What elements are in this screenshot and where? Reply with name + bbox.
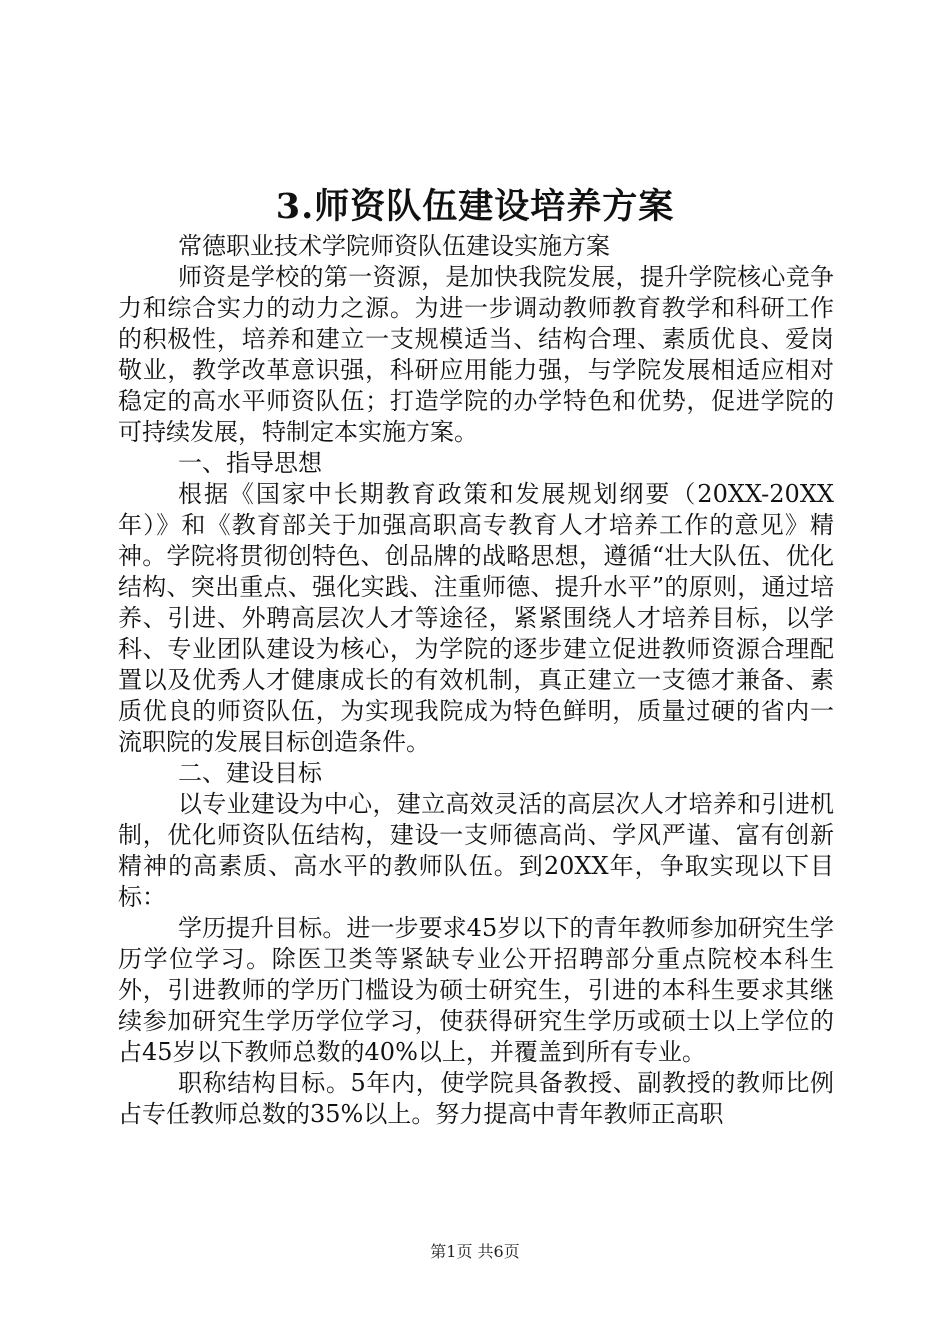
document-body	[118, 231, 834, 1130]
document-title: 3.师资队伍建设培养方案	[275, 186, 675, 227]
page-footer: 第1页 共6页	[430, 1242, 520, 1261]
intro-paragraph: 师资是学校的第一资源，是加快我院发展，提升学院核心竞争力和综合实力的动力之源。为进一步调动教师教育教学和科研工作的积极性，培养和建立一支规模适当、结构合理、素质优良、爱岗敬业，教学改革意识强，科研应用能力强，与学院发展相适应相对稳定的高水平师资队伍；打造学院的办学特色和优势，促进学院的可持续发展，特制定本实施方案。	[118, 263, 834, 446]
section2-paragraph: 以专业建设为中心，建立高效灵活的高层次人才培养和引进机制，优化师资队伍结构，建设一支师德高尚、学风严谨、富有创新精神的高素质、高水平的教师队伍。到20XX年，争取实现以下目标：	[118, 790, 834, 911]
subtitle-paragraph: 常德职业技术学院师资队伍建设实施方案	[178, 232, 610, 260]
section1-heading: 一、指导思想	[178, 449, 322, 477]
goal2-paragraph: 职称结构目标。5年内，使学院具备教授、副教授的教师比例占专任教师总数的35%以上。努力提高中青年教师正高职	[118, 1069, 834, 1128]
section2-heading: 二、建设目标	[178, 759, 322, 787]
section1-paragraph: 根据《国家中长期教育政策和发展规划纲要（20XX-20XX年）》和《教育部关于加强高职高专教育人才培养工作的意见》精神。学院将贯彻创特色、创品牌的战略思想，遵循“壮大队伍、优化结构、突出重点、强化实践、注重师德、提升水平”的原则，通过培养、引进、外聘高层次人才等途径，紧紧围绕人才培养目标，以学科、专业团队建设为核心，为学院的逐步建立促进教师资源合理配置以及优秀人才健康成长的有效机制，真正建立一支德才兼备、素质优良的师资队伍，为实现我院成为特色鲜明，质量过硬的省内一流职院的发展目标创造条件。	[118, 480, 834, 756]
goal1-paragraph: 学历提升目标。进一步要求45岁以下的青年教师参加研究生学历学位学习。除医卫类等紧缺专业公开招聘部分重点院校本科生外，引进教师的学历门槛设为硕士研究生，引进的本科生要求其继续参加研究生学历学位学习，使获得研究生学历或硕士以上学位的占45岁以下教师总数的40%以上，并覆盖到所有专业。	[118, 914, 834, 1066]
